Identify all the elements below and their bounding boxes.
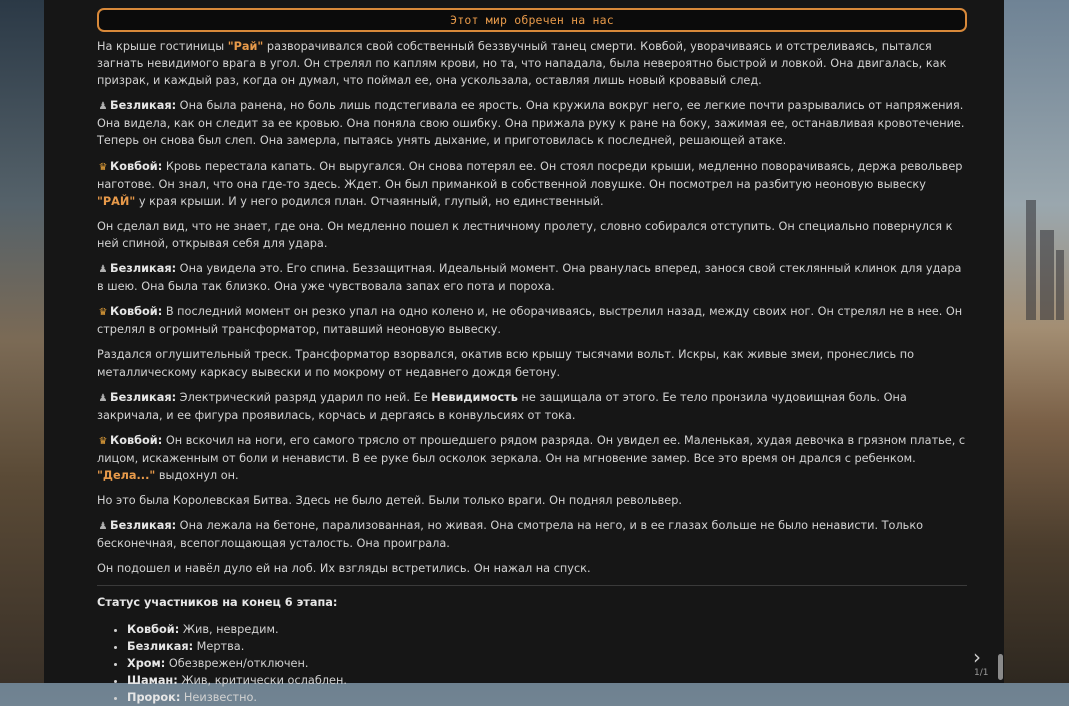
quote-highlight: "Дела..." <box>97 468 156 482</box>
status-item: • Пророк: Неизвестно. <box>127 689 967 706</box>
status-title: Статус участников на конец 6 этапа: <box>97 596 338 610</box>
paragraph-11: ♟ Безликая: Она лежала на бетоне, парализованная, но живая. Она смотрела на него, и в ее глазах больше не было ненависти. Только бесконечная, всепоглощающая усталость. Она проиграла. <box>97 519 924 551</box>
chevron-right-icon[interactable]: › <box>973 645 981 669</box>
paragraph-9: ♛ Ковбой: Он вскочил на ноги, его самого трясло от прошедшего рядом разряда. Он увидел ее. Маленькая, худая девочка в грязном платье, с лицом, искаженным от боли и ненависти. В ее руке был осколок зеркала. Он на мгновение замер. Все это время он дрался с ребенком. "Дела..." выдохнул он. <box>97 433 966 482</box>
story-content <box>97 38 967 706</box>
status-item: • Ковбой: Жив, невредим. <box>127 621 967 638</box>
paragraph-5: ♟ Безликая: Она увидела это. Его спина. Беззащитная. Идеальный момент. Она рванулась вперед, занося свой стеклянный клинок для удара в шею. Она была так близко. Она уже чувствовала запах его пота и пороха. <box>97 262 962 294</box>
sign-highlight: "РАЙ" <box>97 194 136 208</box>
paragraph-4: Он сделал вид, что не знает, где она. Он медленно пошел к лестничному пролету, словно собирался отступить. Он специально повернулся к ней спиной, открывая себя для удара. <box>97 219 953 250</box>
chat-panel <box>44 0 1004 704</box>
crown-icon: ♛ <box>98 435 108 447</box>
paragraph-1: На крыше гостиницы "Рай" разворачивался свой собственный беззвучный танец смерти. Ковбой, уворачиваясь и отстреливаясь, пытался загнать невидимого врага в угол. Он стрелял по каплям крови, но та, что нападала, была невероятно быстрой и ловкой. Она двигалась, как призрак, и каждый раз, когда он думал, что поймал ее, она ускользала, оставляя лишь новый кровавый след. <box>97 40 947 88</box>
background-left <box>0 0 44 683</box>
faceless-icon: ♟ <box>98 521 108 533</box>
paragraph-8: ♟ Безликая: Электрический разряд ударил по ней. Ее Невидимость не защищала от этого. Ее тело пронзила чудовищная боль. Она закричала, и ее фигура проявилась, корчась и дергаясь в конвульсиях от тока. <box>97 390 907 422</box>
status-list <box>97 621 967 706</box>
paragraph-7: Раздался оглушительный треск. Трансформатор взорвался, окатив всю крышу тысячами вольт. Искры, как живые змеи, пронеслись по металлическому каркасу вывески и по мокрому от недавнего дождя бетону. <box>97 348 915 379</box>
divider <box>97 585 967 586</box>
paragraph-10: Но это была Королевская Битва. Здесь не было детей. Были только враги. Он поднял револьвер. <box>97 494 682 508</box>
crown-icon: ♛ <box>98 161 108 173</box>
status-item: • Хром: Обезврежен/отключен. <box>127 655 967 672</box>
paragraph-12: Он подошел и навёл дуло ей на лоб. Их взгляды встретились. Он нажал на спуск. <box>97 562 591 576</box>
background-right <box>1004 0 1069 683</box>
story-title: Этот мир обречен на нас <box>97 8 967 32</box>
paragraph-6: ♛ Ковбой: В последний момент он резко упал на одно колено и, не оборачиваясь, выстрелил назад, между своих ног. Он стрелял не в нее. Он стрелял в огромный трансформатор, питавший неоновую вывеску. <box>97 305 963 337</box>
paragraph-2: ♟ Безликая: Она была ранена, но боль лишь подстегивала ее ярость. Она кружила вокруг него, ее легкие почти разрывались от напряжения. Она видела, как он следит за ее кровью. Она поняла свою ошибку. Она прижала руку к ране на боку, зажимая ее, останавливая кровотечение. Теперь он снова был слеп. Она замерла, пытаясь унять дыхание, и приготовилась к последней, решающей атаке. <box>97 99 965 148</box>
faceless-icon: ♟ <box>98 264 108 276</box>
faceless-icon: ♟ <box>98 101 108 113</box>
status-item: • Безликая: Мертва. <box>127 638 967 655</box>
crown-icon: ♛ <box>98 307 108 319</box>
page-indicator: 1/1 <box>974 668 989 678</box>
faceless-icon: ♟ <box>98 392 108 404</box>
paragraph-3: ♛ Ковбой: Кровь перестала капать. Он выругался. Он снова потерял ее. Он стоял посреди крыши, медленно поворачиваясь, держа револьвер наготове. Он знал, что она где-то здесь. Ждет. Он был приманкой в собственной ловушке. Он посмотрел на разбитую неоновую вывеску "РАЙ" у края крыши. И у него родился план. Отчаянный, глупый, но единственный. <box>97 159 963 208</box>
hotel-name-highlight: "Рай" <box>227 40 264 53</box>
scrollbar-thumb[interactable] <box>998 654 1003 680</box>
status-item: • Шаман: Жив, критически ослаблен. <box>127 672 967 689</box>
